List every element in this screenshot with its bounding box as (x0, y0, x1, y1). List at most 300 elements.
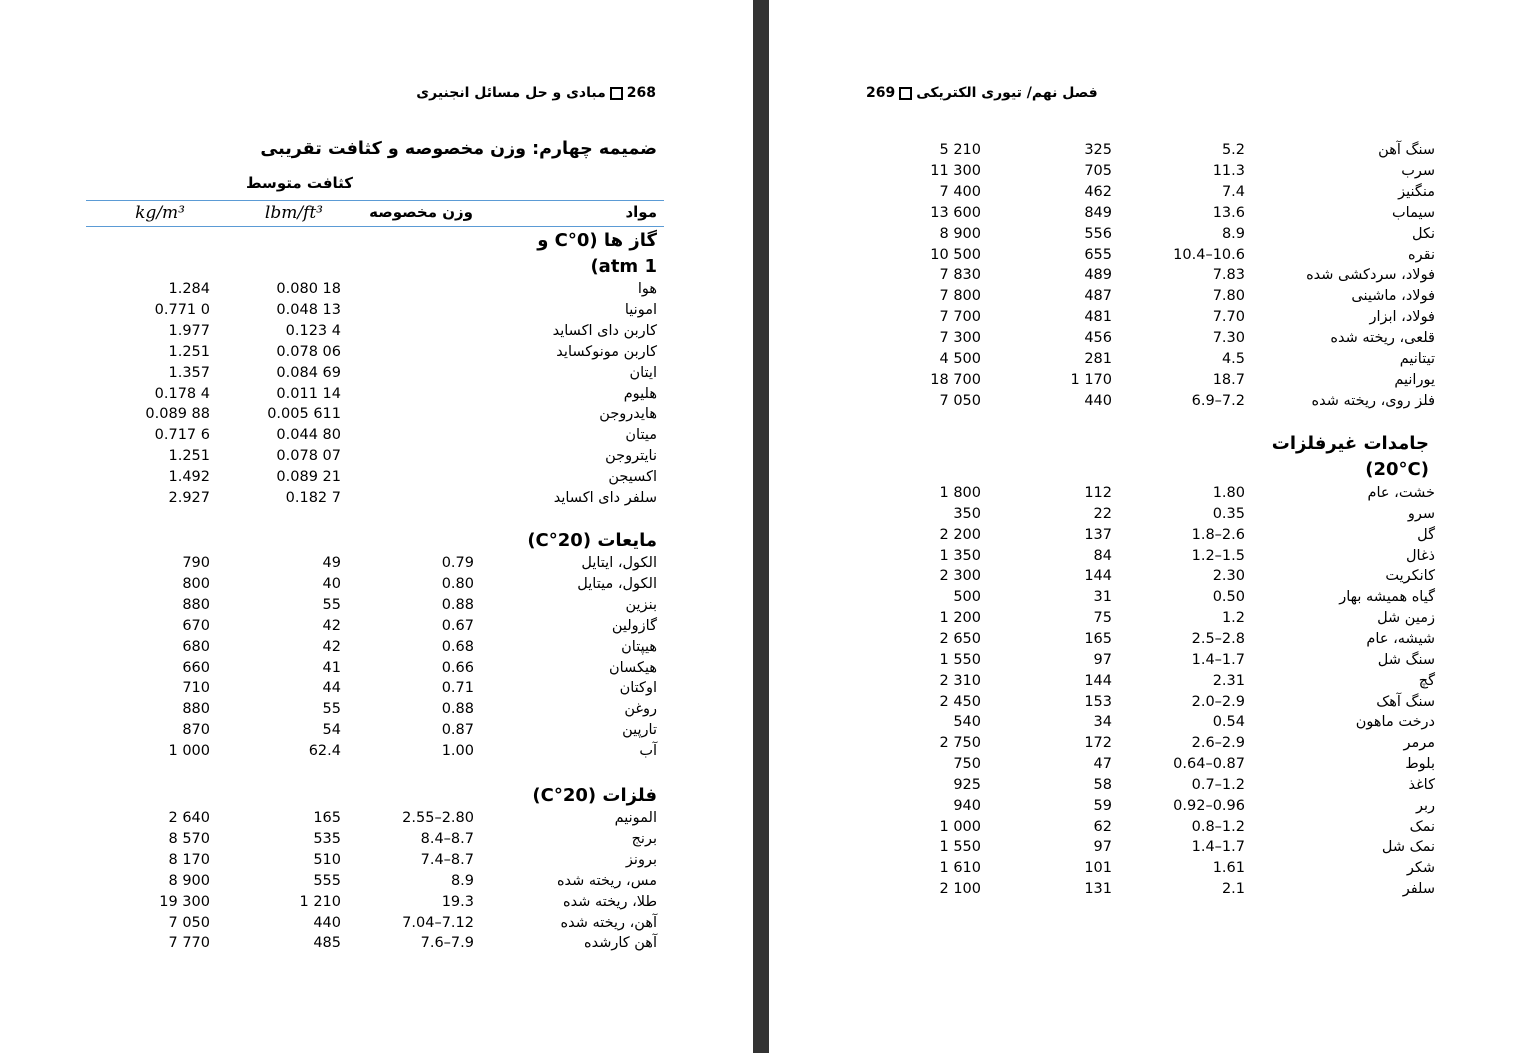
lbm-density-cell: 40 (322, 575, 341, 592)
lbm-density-cell: 75 (1093, 610, 1112, 627)
specific-gravity-cell: 0.87 (441, 722, 474, 739)
lbm-density-cell: 849 (1084, 204, 1112, 221)
table-row (0, 678, 753, 698)
material-cell: آهن کارشده (583, 935, 657, 952)
material-cell: مرمر (1403, 735, 1435, 752)
column-header-specific-gravity: وزن مخصوصه (369, 203, 473, 221)
lbm-density-cell: 97 (1093, 651, 1112, 668)
table-row (769, 712, 1525, 732)
kg-density-cell: 870 (182, 722, 210, 739)
kg-density-cell: 7 050 (939, 392, 981, 409)
lbm-density-cell: 556 (1084, 225, 1112, 242)
kg-density-cell: 8 570 (168, 830, 210, 847)
kg-density-cell: 19 300 (159, 893, 210, 910)
lbm-density-cell: 34 (1093, 714, 1112, 731)
kg-density-cell: 2 450 (939, 693, 981, 710)
specific-gravity-cell: 7.70 (1212, 309, 1245, 326)
material-cell: برونز (625, 851, 657, 868)
material-cell: سلفر دای اکساید (553, 490, 657, 506)
lbm-density-cell: 0.005 611 (267, 406, 341, 423)
table-row (0, 913, 753, 933)
lbm-density-cell: 510 (313, 851, 341, 868)
left-page (0, 0, 753, 1053)
lbm-density-cell: 481 (1084, 309, 1112, 326)
specific-gravity-cell: 19.3 (441, 893, 474, 910)
material-cell: روغن (624, 701, 657, 718)
lbm-density-cell: 42 (322, 617, 341, 634)
kg-density-cell: 2 100 (939, 881, 981, 898)
kg-density-cell: 1.977 (168, 322, 210, 339)
material-cell: ایتان (629, 364, 657, 381)
page-header-right (866, 85, 1098, 101)
material-cell: تیتانیم (1399, 351, 1435, 367)
lbm-density-cell: 62 (1093, 818, 1112, 835)
lbm-density-cell: 462 (1084, 183, 1112, 200)
material-cell: الکول، ایتایل (581, 555, 657, 571)
lbm-density-cell: 58 (1093, 776, 1112, 793)
specific-gravity-cell: 5.2 (1221, 142, 1245, 158)
table-row (769, 692, 1525, 712)
material-cell: سلفر (1402, 881, 1435, 898)
table-row (769, 608, 1525, 628)
table-row (769, 754, 1525, 774)
kg-density-cell: 7 830 (939, 267, 981, 284)
table-row (769, 671, 1525, 691)
kg-density-cell: 0.089 88 (145, 406, 210, 423)
lbm-density-cell: 137 (1084, 526, 1112, 543)
specific-gravity-cell: 4.5 (1221, 351, 1245, 367)
material-cell: گچ (1418, 672, 1435, 689)
material-cell: شیشه، عام (1366, 630, 1435, 647)
specific-gravity-cell: 0.67 (441, 617, 474, 634)
lbm-density-cell: 62.4 (308, 743, 341, 760)
material-cell: امونیا (624, 301, 657, 318)
lbm-density-cell: 440 (1084, 392, 1112, 409)
table-row (769, 817, 1525, 837)
section-heading: گاز ها (0°C و (537, 230, 657, 251)
section-heading: مایعات (20°C) (527, 530, 657, 551)
specific-gravity-cell: 1.61 (1212, 860, 1245, 877)
material-cell: فلز روی، ریخته شده (1311, 392, 1435, 409)
lbm-density-cell: 325 (1084, 142, 1112, 158)
lbm-density-cell: 0.123 4 (285, 322, 341, 339)
table-row (0, 446, 753, 466)
material-cell: یورانیم (1394, 371, 1435, 388)
specific-gravity-cell: 1.4–1.7 (1191, 651, 1245, 668)
table-row (769, 391, 1525, 411)
lbm-density-cell: 165 (1084, 630, 1112, 647)
kg-density-cell: 8 170 (168, 851, 210, 868)
specific-gravity-cell: 7.6–7.9 (420, 935, 474, 952)
material-cell: المونیم (614, 810, 657, 826)
table-row (0, 488, 753, 508)
kg-density-cell: 11 300 (930, 162, 981, 179)
kg-density-cell: 8 900 (168, 872, 210, 889)
table-row (769, 161, 1525, 181)
material-cell: گیاه همیشه بهار (1339, 589, 1435, 606)
specific-gravity-cell: 0.88 (441, 596, 474, 613)
table-row (769, 349, 1525, 369)
table-row (0, 871, 753, 891)
chapter-title: فصل نهم/ تیوری الکتریکی (916, 85, 1098, 101)
kg-density-cell: 1 800 (939, 485, 981, 501)
table-row (0, 699, 753, 719)
material-cell: هیپتان (621, 638, 657, 655)
specific-gravity-cell: 7.4–8.7 (420, 851, 474, 868)
kg-density-cell: 13 600 (930, 204, 981, 221)
material-cell: قلعی، ریخته شده (1330, 330, 1435, 347)
kg-density-cell: 670 (182, 617, 210, 634)
table-row (769, 879, 1525, 899)
table-row (769, 566, 1525, 586)
specific-gravity-cell: 0.88 (441, 701, 474, 718)
material-cell: مس، ریخته شده (556, 872, 657, 889)
lbm-density-cell: 101 (1084, 860, 1112, 877)
lbm-density-cell: 555 (313, 872, 341, 889)
section-heading: 1 atm) (590, 256, 657, 277)
kg-density-cell: 710 (182, 680, 210, 697)
specific-gravity-cell: 13.6 (1212, 204, 1245, 221)
kg-density-cell: 1 610 (939, 860, 981, 877)
table-row (0, 808, 753, 828)
table-row (0, 342, 753, 362)
lbm-density-cell: 31 (1093, 589, 1112, 606)
specific-gravity-cell: 2.0–2.9 (1191, 693, 1245, 710)
kg-density-cell: 350 (953, 505, 981, 522)
material-cell: خشت، عام (1367, 485, 1435, 501)
specific-gravity-cell: 2.30 (1212, 568, 1245, 585)
material-cell: درخت ماهون (1355, 714, 1435, 731)
specific-gravity-cell: 7.04–7.12 (402, 914, 474, 931)
lbm-density-cell: 0.011 14 (276, 385, 341, 402)
table-row (769, 286, 1525, 306)
table-row (769, 587, 1525, 607)
lbm-density-cell: 440 (313, 914, 341, 931)
material-cell: بنزین (625, 596, 657, 613)
kg-density-cell: 1 550 (939, 651, 981, 668)
kg-density-cell: 10 500 (930, 246, 981, 263)
material-cell: سنگ آهک (1376, 693, 1435, 710)
specific-gravity-cell: 0.66 (441, 659, 474, 676)
page-header-left (416, 85, 656, 101)
material-cell: نکل (1411, 225, 1435, 242)
kg-density-cell: 2 650 (939, 630, 981, 647)
material-cell: زمین شل (1377, 610, 1435, 627)
table-row (0, 616, 753, 636)
lbm-density-cell: 0.044 80 (276, 427, 341, 444)
column-header-kg: kg/m³ (135, 203, 185, 223)
lbm-density-cell: 84 (1093, 547, 1112, 564)
lbm-density-cell: 165 (313, 810, 341, 826)
specific-gravity-cell: 1.8–2.6 (1191, 526, 1245, 543)
square-bullet-icon (899, 87, 912, 100)
table-row (769, 483, 1525, 503)
lbm-density-cell: 22 (1093, 505, 1112, 522)
table-row (769, 182, 1525, 202)
lbm-density-cell: 0.084 69 (276, 364, 341, 381)
kg-density-cell: 790 (182, 555, 210, 571)
table-row (0, 658, 753, 678)
material-cell: گازولین (611, 617, 657, 634)
material-cell: نمک (1409, 818, 1435, 835)
table-row (0, 595, 753, 615)
lbm-density-cell: 153 (1084, 693, 1112, 710)
table-row (0, 467, 753, 487)
material-cell: کانکریت (1385, 568, 1435, 585)
lbm-density-cell: 487 (1084, 288, 1112, 305)
specific-gravity-cell: 11.3 (1212, 162, 1245, 179)
table-row (0, 363, 753, 383)
material-cell: گل (1417, 526, 1435, 543)
specific-gravity-cell: 0.64–0.87 (1173, 756, 1245, 773)
table-row (0, 892, 753, 912)
kg-density-cell: 1 350 (939, 547, 981, 564)
lbm-density-cell: 0.078 07 (276, 448, 341, 465)
material-cell: سیماب (1392, 204, 1435, 221)
kg-density-cell: 2 310 (939, 672, 981, 689)
material-cell: آهن، ریخته شده (560, 914, 657, 931)
book-title: مبادی و حل مسائل انجنیری (416, 85, 606, 101)
specific-gravity-cell: 0.79 (441, 555, 474, 571)
specific-gravity-cell: 7.30 (1212, 330, 1245, 347)
lbm-density-cell: 49 (322, 555, 341, 571)
table-row (769, 140, 1525, 160)
avg-density-label: کثافت متوسط (246, 174, 354, 192)
kg-density-cell: 1.284 (168, 281, 210, 297)
kg-density-cell: 750 (953, 756, 981, 773)
specific-gravity-cell: 2.1 (1221, 881, 1245, 898)
specific-gravity-cell: 0.68 (441, 638, 474, 655)
material-cell: طلا، ریخته شده (563, 893, 657, 910)
specific-gravity-cell: 7.4 (1221, 183, 1245, 200)
kg-density-cell: 4 500 (939, 351, 981, 367)
material-cell: سنگ آهن (1378, 142, 1435, 158)
material-cell: شکر (1406, 860, 1435, 877)
table-row (0, 553, 753, 573)
table-row (769, 837, 1525, 857)
lbm-density-cell: 0.080 18 (276, 281, 341, 297)
table-row (0, 279, 753, 299)
column-header-lbm: lbm/ft³ (264, 203, 323, 223)
material-cell: هیکسان (608, 659, 657, 676)
lbm-density-cell: 1 210 (299, 893, 341, 910)
material-cell: هوا (637, 281, 657, 297)
specific-gravity-cell: 8.4–8.7 (420, 830, 474, 847)
kg-density-cell: 1.251 (168, 343, 210, 360)
table-row (769, 224, 1525, 244)
lbm-density-cell: 97 (1093, 839, 1112, 856)
column-header-material: مواد (625, 203, 657, 221)
table-row (769, 733, 1525, 753)
material-cell: سرو (1407, 505, 1435, 522)
kg-density-cell: 7 400 (939, 183, 981, 200)
table-row (0, 829, 753, 849)
material-cell: میتان (625, 427, 657, 444)
specific-gravity-cell: 0.71 (441, 680, 474, 697)
material-cell: تارپین (622, 722, 657, 739)
lbm-density-cell: 489 (1084, 267, 1112, 284)
kg-density-cell: 18 700 (930, 371, 981, 388)
table-row (769, 525, 1525, 545)
page-number: 268 (626, 85, 656, 101)
lbm-density-cell: 59 (1093, 797, 1112, 814)
specific-gravity-cell: 0.35 (1212, 505, 1245, 522)
table-row (769, 245, 1525, 265)
kg-density-cell: 0.771 0 (154, 301, 210, 318)
lbm-density-cell: 0.048 13 (276, 301, 341, 318)
kg-density-cell: 680 (182, 638, 210, 655)
table-row (769, 307, 1525, 327)
page-number: 269 (866, 85, 896, 101)
material-cell: هلیوم (623, 385, 657, 402)
kg-density-cell: 1.357 (168, 364, 210, 381)
lbm-density-cell: 47 (1093, 756, 1112, 773)
specific-gravity-cell: 0.7–1.2 (1191, 776, 1245, 793)
kg-density-cell: 7 770 (168, 935, 210, 952)
lbm-density-cell: 112 (1084, 485, 1112, 501)
table-rule-bottom (86, 226, 664, 227)
table-rule-top (86, 200, 664, 201)
table-row (0, 720, 753, 740)
lbm-density-cell: 705 (1084, 162, 1112, 179)
lbm-density-cell: 172 (1084, 735, 1112, 752)
kg-density-cell: 1 550 (939, 839, 981, 856)
specific-gravity-cell: 8.9 (1221, 225, 1245, 242)
lbm-density-cell: 0.078 06 (276, 343, 341, 360)
specific-gravity-cell: 1.80 (1212, 485, 1245, 501)
specific-gravity-cell: 2.31 (1212, 672, 1245, 689)
kg-density-cell: 2 200 (939, 526, 981, 543)
kg-density-cell: 1 000 (939, 818, 981, 835)
specific-gravity-cell: 2.6–2.9 (1191, 735, 1245, 752)
material-cell: سنگ شل (1377, 651, 1435, 668)
section-heading: (20°C) (1365, 459, 1429, 480)
table-row (0, 574, 753, 594)
right-page (769, 0, 1525, 1053)
lbm-density-cell: 41 (322, 659, 341, 676)
kg-density-cell: 940 (953, 797, 981, 814)
material-cell: نقره (1408, 246, 1435, 263)
specific-gravity-cell: 0.50 (1212, 589, 1245, 606)
lbm-density-cell: 144 (1084, 568, 1112, 585)
lbm-density-cell: 42 (322, 638, 341, 655)
material-cell: بلوط (1405, 756, 1435, 773)
kg-density-cell: 1 000 (168, 743, 210, 760)
kg-density-cell: 2.927 (168, 490, 210, 506)
kg-density-cell: 2 750 (939, 735, 981, 752)
kg-density-cell: 7 800 (939, 288, 981, 305)
specific-gravity-cell: 0.8–1.2 (1191, 818, 1245, 835)
kg-density-cell: 2 640 (168, 810, 210, 826)
material-cell: نایتروجن (605, 448, 657, 465)
lbm-density-cell: 144 (1084, 672, 1112, 689)
specific-gravity-cell: 1.00 (441, 743, 474, 760)
appendix-title: ضمیمه چهارم: وزن مخصوصه و کثافت تقریبی (260, 139, 657, 159)
kg-density-cell: 1.492 (168, 469, 210, 486)
lbm-density-cell: 1 170 (1070, 371, 1112, 388)
material-cell: ذغال (1406, 547, 1435, 564)
lbm-density-cell: 535 (313, 830, 341, 847)
table-row (769, 629, 1525, 649)
table-row (0, 850, 753, 870)
lbm-density-cell: 54 (322, 722, 341, 739)
kg-density-cell: 7 050 (168, 914, 210, 931)
specific-gravity-cell: 18.7 (1212, 371, 1245, 388)
table-row (769, 504, 1525, 524)
table-row (769, 328, 1525, 348)
specific-gravity-cell: 7.83 (1212, 267, 1245, 284)
table-row (769, 858, 1525, 878)
table-row (0, 300, 753, 320)
kg-density-cell: 660 (182, 659, 210, 676)
material-cell: منگنیز (1398, 183, 1435, 200)
kg-density-cell: 2 300 (939, 568, 981, 585)
material-cell: آب (639, 743, 657, 760)
kg-density-cell: 880 (182, 701, 210, 718)
specific-gravity-cell: 6.9–7.2 (1191, 392, 1245, 409)
kg-density-cell: 0.178 4 (154, 385, 210, 402)
specific-gravity-cell: 10.4–10.6 (1173, 246, 1245, 263)
specific-gravity-cell: 0.54 (1212, 714, 1245, 731)
table-row (769, 775, 1525, 795)
material-cell: کاربن دای اکساید (552, 322, 657, 339)
table-row (769, 370, 1525, 390)
table-row (0, 384, 753, 404)
lbm-density-cell: 655 (1084, 246, 1112, 263)
material-cell: نمک شل (1381, 839, 1435, 856)
kg-density-cell: 500 (953, 589, 981, 606)
material-cell: کاربن مونوکساید (556, 343, 657, 360)
table-row (769, 265, 1525, 285)
material-cell: فولاد، ماشینی (1351, 288, 1435, 305)
material-cell: اوکتان (619, 680, 657, 697)
lbm-density-cell: 55 (322, 701, 341, 718)
table-row (0, 741, 753, 761)
specific-gravity-cell: 0.80 (441, 575, 474, 592)
lbm-density-cell: 44 (322, 680, 341, 697)
table-row (769, 546, 1525, 566)
page-divider (753, 0, 769, 1053)
section-heading: فلزات (20°C) (532, 785, 657, 806)
table-row (0, 933, 753, 953)
kg-density-cell: 0.717 6 (154, 427, 210, 444)
material-cell: ربر (1415, 797, 1435, 814)
lbm-density-cell: 456 (1084, 330, 1112, 347)
specific-gravity-cell: 7.80 (1212, 288, 1245, 305)
material-cell: کاغذ (1408, 776, 1435, 793)
specific-gravity-cell: 8.9 (450, 872, 474, 889)
material-cell: اکسیجن (608, 469, 657, 486)
material-cell: هایدروجن (599, 406, 657, 423)
specific-gravity-cell: 2.5–2.8 (1191, 630, 1245, 647)
lbm-density-cell: 0.089 21 (276, 469, 341, 486)
table-row (0, 425, 753, 445)
lbm-density-cell: 55 (322, 596, 341, 613)
lbm-density-cell: 0.182 7 (285, 490, 341, 506)
specific-gravity-cell: 1.2 (1221, 610, 1245, 627)
table-row (769, 650, 1525, 670)
kg-density-cell: 925 (953, 776, 981, 793)
kg-density-cell: 7 300 (939, 330, 981, 347)
kg-density-cell: 5 210 (939, 142, 981, 158)
kg-density-cell: 880 (182, 596, 210, 613)
kg-density-cell: 7 700 (939, 309, 981, 326)
kg-density-cell: 8 900 (939, 225, 981, 242)
kg-density-cell: 540 (953, 714, 981, 731)
table-row (0, 637, 753, 657)
lbm-density-cell: 281 (1084, 351, 1112, 367)
table-row (769, 796, 1525, 816)
